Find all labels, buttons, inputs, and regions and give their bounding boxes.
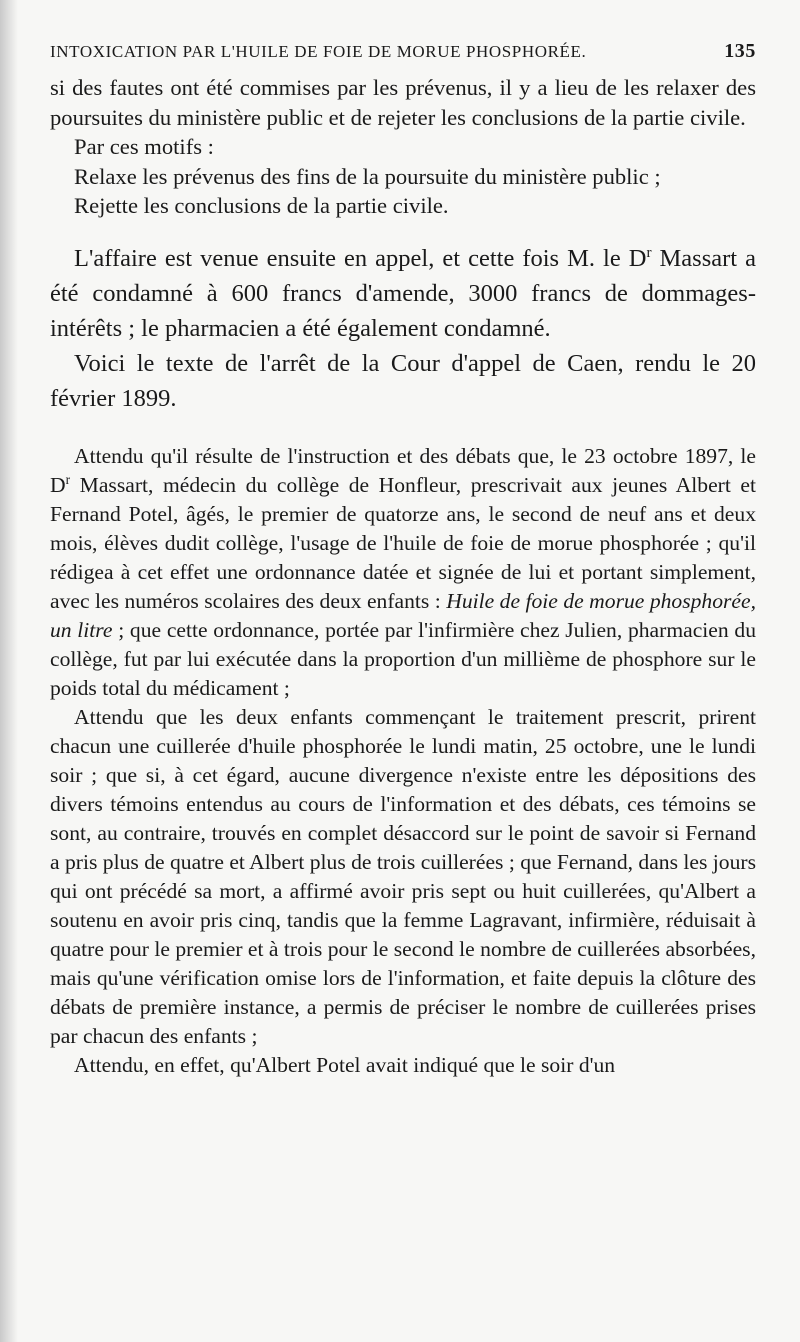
text-run: L'affaire est venue ensuite en appel, et cette fois M. le D: [74, 244, 647, 272]
judgment-conclusion: [50, 73, 756, 221]
superscript: r: [65, 471, 71, 487]
text-run: ; que cette ordonnance, portée par l'infirmière chez Julien, pharmacien du collège, fut par lui exécutée dans la proportion d'un millième de phosphore sur le poids total du médicament ;: [50, 617, 756, 700]
court-ruling-text: [50, 442, 756, 1080]
paragraph: [50, 241, 756, 346]
paragraph: Voici le texte de l'arrêt de la Cour d'appel de Caen, rendu le 20 février 1899.: [50, 349, 756, 412]
italic-prescription: Huile de foie de morue phosphorée, un litre: [50, 588, 756, 642]
paragraph: Relaxe les prévenus des fins de la poursuite du ministère public ;: [74, 163, 661, 189]
paragraph: Par ces motifs :: [74, 134, 214, 159]
text-run: Attendu qu'il résulte de l'instruction et des débats que, le 23 octobre 1897, le D: [50, 443, 756, 497]
page-number: 135: [724, 40, 756, 62]
running-header: [50, 40, 756, 63]
paragraph: Rejette les conclusions de la partie civile.: [74, 193, 449, 218]
text-run: Massart, médecin du collège de Honfleur, prescrivait aux jeunes Albert et Fernand Potel, âgés, le premier de quatorze ans, le second de neuf ans et deux mois, élèves dudit collège, l'usage de l'huile de foie de morue phosphorée ; qu'il rédigea à cet effet une ordonnance datée et signée de lui et portant simplement, avec les numéros scolaires des deux enfants :: [50, 472, 756, 613]
page-binding-shadow: [0, 0, 18, 1342]
superscript: r: [646, 243, 652, 261]
paragraph: Attendu que les deux enfants commençant le traitement prescrit, prirent chacun une cuillerée d'huile phosphorée le lundi matin, 25 octobre, une le lundi soir ; que si, à cet égard, aucune divergence n'existe entre les dépositions des divers témoins entendus au cours de l'information et des débats, ces témoins se sont, au contraire, trouvés en complet désaccord sur le point de savoir si Fernand a pris plus de quatre et Albert plus de trois cuillerées ; que Fernand, dans les jours qui ont précédé sa mort, a affirmé avoir pris sept ou huit cuillerées, qu'Albert a soutenu en avoir pris cinq, tandis que la femme Lagravant, infirmière, réduisait à quatre pour le premier et à trois pour le second le nombre de cuillerées absorbées, mais qu'une vérification omise lors de l'information, et faite depuis la clôture des débats de première instance, a permis de préciser le nombre de cuillerées prises par chacun des enfants ;: [50, 704, 756, 1048]
text-run: Massart a été condamné à 600 francs d'amende, 3000 francs de dommages-intérêts ; le pharmacien a été également condamné.: [50, 244, 756, 342]
running-title: INTOXICATION PAR L'HUILE DE FOIE DE MORUE PHOSPHORÉE.: [50, 42, 587, 61]
paragraph: si des fautes ont été commises par les prévenus, il y a lieu de les relaxer des poursuites du ministère public et de rejeter les conclusions de la partie civile.: [50, 75, 756, 130]
paragraph: Attendu, en effet, qu'Albert Potel avait indiqué que le soir d'un: [74, 1052, 616, 1077]
appeal-narrative: [50, 241, 756, 416]
paragraph: [50, 442, 756, 703]
